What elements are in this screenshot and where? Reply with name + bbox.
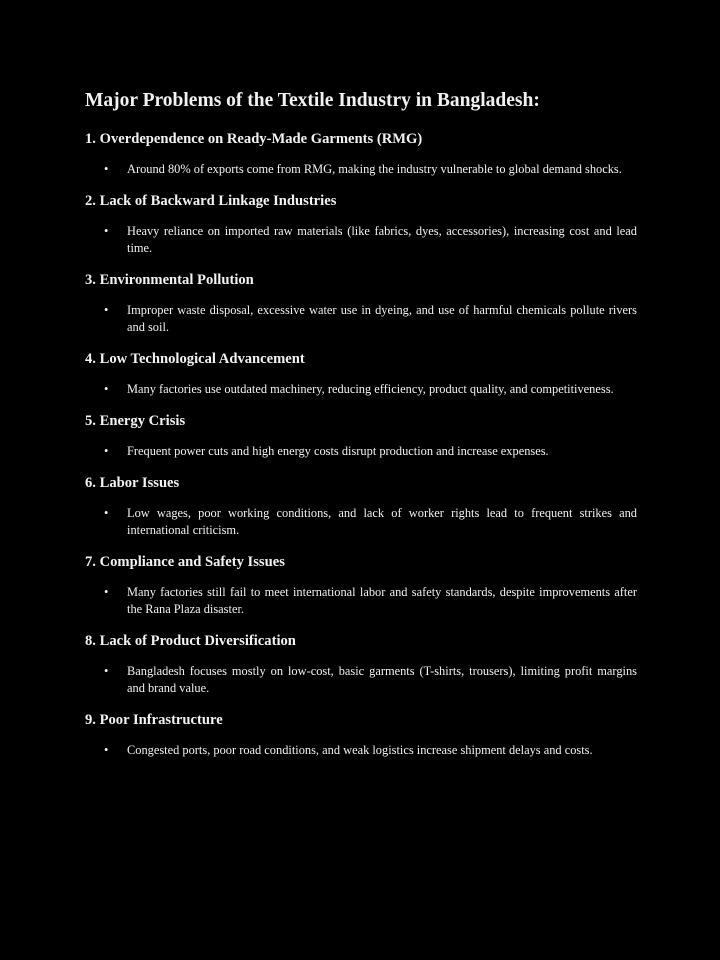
bullet-icon: •	[104, 444, 109, 458]
bullet-text: Congested ports, poor road conditions, and weak logistics increase shipment delays and costs.	[127, 743, 593, 757]
section-heading: 1. Overdependence on Ready-Made Garments (RMG)	[85, 131, 423, 147]
section-compliance-safety	[85, 552, 637, 618]
bullet-item	[85, 443, 637, 460]
section-environmental-pollution	[85, 270, 637, 336]
bullet-icon: •	[104, 585, 109, 599]
bullet-text: Improper waste disposal, excessive water use in dyeing, and use of harmful chemicals pollute rivers and soil.	[127, 303, 637, 334]
section-energy-crisis	[85, 411, 637, 460]
section-heading: 3. Environmental Pollution	[85, 272, 254, 288]
section-backward-linkage	[85, 191, 637, 257]
bullet-icon: •	[104, 162, 109, 176]
bullet-item	[85, 223, 637, 257]
bullet-text: Many factories still fail to meet international labor and safety standards, despite improvements after the Rana Plaza disaster.	[127, 585, 637, 616]
bullet-list	[85, 302, 637, 336]
bullet-list	[85, 223, 637, 257]
section-heading: 2. Lack of Backward Linkage Industries	[85, 193, 337, 209]
section-technology	[85, 349, 637, 398]
section-heading: 7. Compliance and Safety Issues	[85, 554, 285, 570]
bullet-item	[85, 505, 637, 539]
bullet-list	[85, 505, 637, 539]
section-heading: 5. Energy Crisis	[85, 413, 186, 429]
bullet-item	[85, 161, 637, 178]
bullet-list	[85, 381, 637, 398]
document-page	[85, 88, 637, 772]
bullet-text: Many factories use outdated machinery, reducing efficiency, product quality, and competitiveness.	[127, 382, 614, 396]
bullet-text: Heavy reliance on imported raw materials (like fabrics, dyes, accessories), increasing cost and lead time.	[127, 224, 637, 255]
bullet-list	[85, 584, 637, 618]
section-heading: 9. Poor Infrastructure	[85, 712, 223, 728]
section-heading: 6. Labor Issues	[85, 475, 180, 491]
bullet-icon: •	[104, 506, 109, 520]
bullet-icon: •	[104, 303, 109, 317]
section-rmg-dependence	[85, 129, 637, 178]
bullet-item	[85, 742, 637, 759]
section-product-diversification	[85, 631, 637, 697]
bullet-text: Bangladesh focuses mostly on low-cost, basic garments (T-shirts, trousers), limiting profit margins and brand value.	[127, 664, 637, 695]
bullet-text: Frequent power cuts and high energy costs disrupt production and increase expenses.	[127, 444, 549, 458]
section-heading: 8. Lack of Product Diversification	[85, 633, 296, 649]
document-title: Major Problems of the Textile Industry in Bangladesh:	[85, 90, 540, 111]
bullet-icon: •	[104, 382, 109, 396]
bullet-list	[85, 161, 637, 178]
bullet-list	[85, 663, 637, 697]
bullet-item	[85, 381, 637, 398]
bullet-item	[85, 302, 637, 336]
bullet-item	[85, 584, 637, 618]
bullet-icon: •	[104, 664, 109, 678]
bullet-text: Around 80% of exports come from RMG, making the industry vulnerable to global demand shocks.	[127, 162, 622, 176]
bullet-icon: •	[104, 743, 109, 757]
bullet-list	[85, 443, 637, 460]
section-labor-issues	[85, 473, 637, 539]
bullet-item	[85, 663, 637, 697]
bullet-text: Low wages, poor working conditions, and lack of worker rights lead to frequent strikes and international criticism.	[127, 506, 637, 537]
bullet-list	[85, 742, 637, 759]
section-heading: 4. Low Technological Advancement	[85, 351, 305, 367]
bullet-icon: •	[104, 224, 109, 238]
section-infrastructure	[85, 710, 637, 759]
